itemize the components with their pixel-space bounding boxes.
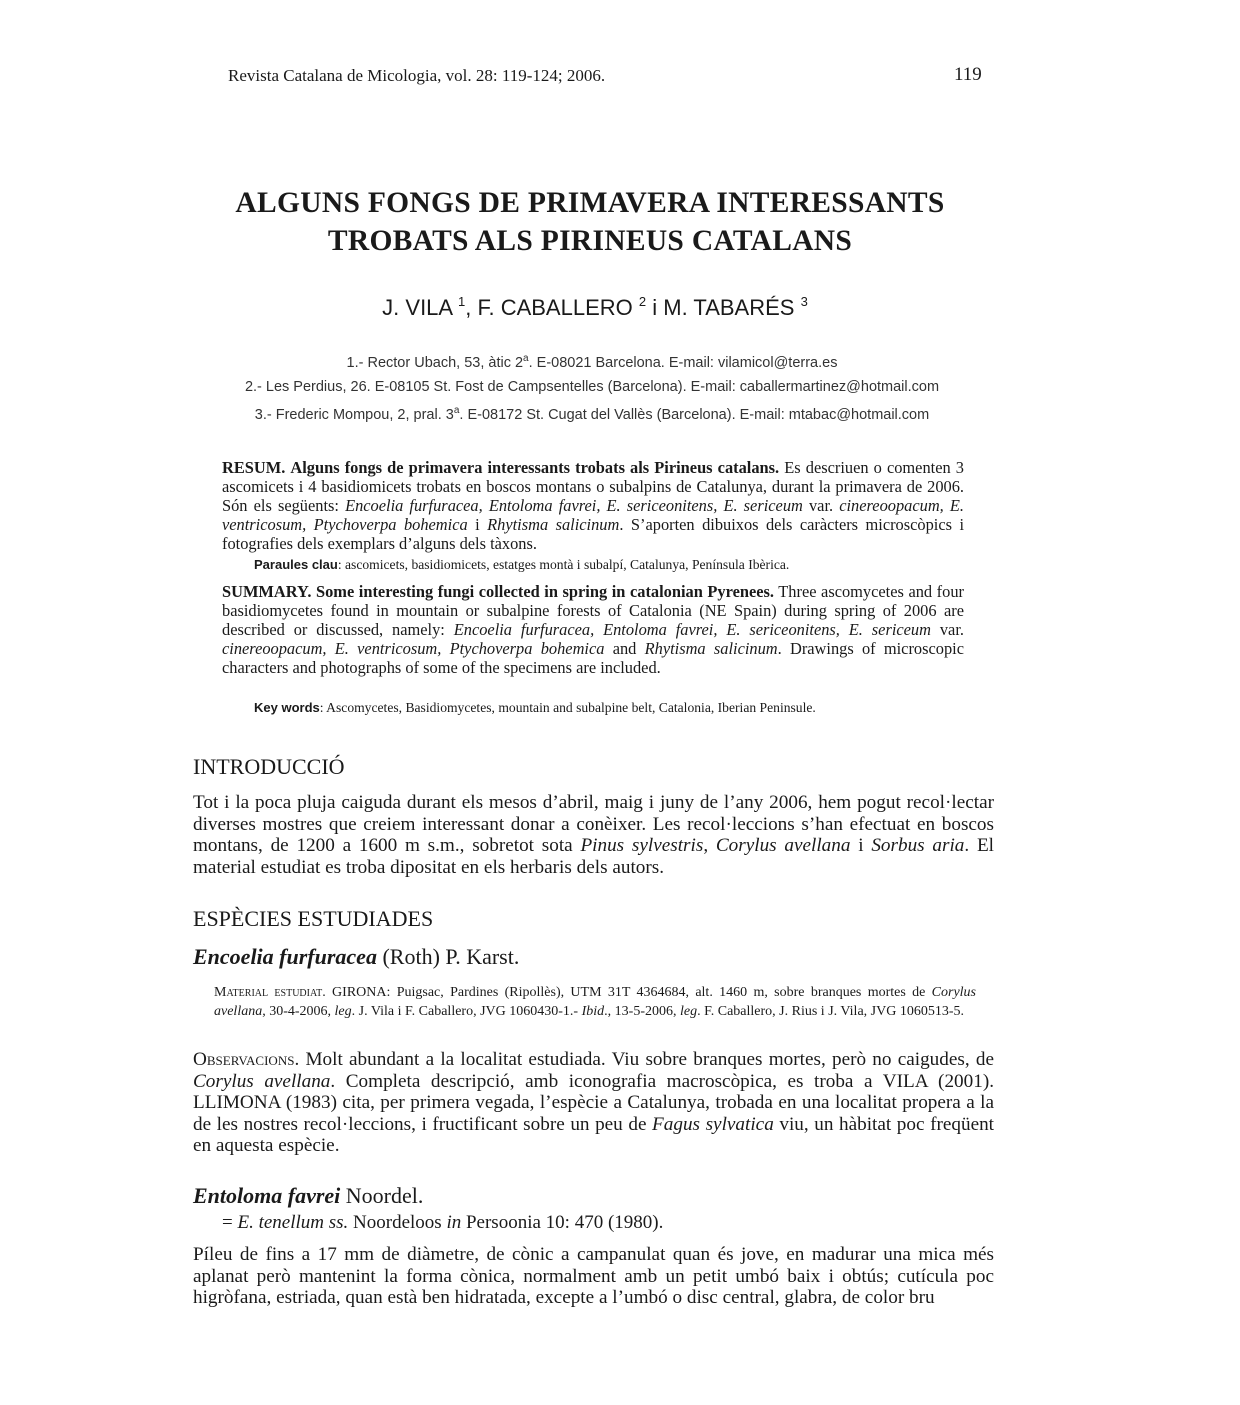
affiliation-2 [0, 379, 1184, 395]
intro-taxon: Pinus sylvestris [580, 835, 704, 856]
material-label: Material estudiat [214, 985, 323, 1000]
intro-text: i [850, 835, 872, 856]
page-number: 119 [954, 64, 982, 85]
synonym-in: in [446, 1212, 462, 1233]
summary-text: var. [930, 620, 964, 639]
affiliation-3-sup: a [453, 405, 460, 416]
affiliation-1-rest: . E-08021 Barcelona. E-mail: vilamicol@terra.es [528, 355, 838, 371]
intro-taxon: Corylus avellana [715, 835, 851, 856]
entoloma-synonym [222, 1212, 663, 1234]
heading-introduccio: INTRODUCCIÓ [193, 754, 345, 779]
entoloma-description: Píleu de fins a 17 mm de diàmetre, de cònic a campanulat quan és jove, en madurar una mica més aplanat però mantenint la forma cònica, normalment amb un petit umbó baix i obtús; cutícula poc higròfana, estriada, quan està ben hidratada, excepte a l’umbó o disc central, glabra, de color bru [193, 1244, 994, 1308]
author-caballero: , F. CABALLERO [465, 295, 633, 320]
summary-text: . Drawings of microscopic characters and photographs of some of the specimens are included. [222, 639, 964, 677]
resum-taxa: cinereoopacum, E. ventricosum, Ptychoverpa bohemica [222, 496, 964, 534]
summary-text: and [604, 639, 645, 658]
affiliation-3-text: 3.- Frederic Mompou, 2, pral. 3 [254, 407, 454, 423]
observations-text: . Molt abundant a la localitat estudiada. Viu sobre branques mortes, però no caigudes, de [294, 1049, 994, 1070]
material-text: , 30-4-2006, [262, 1004, 335, 1019]
resum-taxa: Rhytisma salicinum [487, 515, 620, 534]
material-italic: Corylus avellana [214, 985, 977, 1019]
species-encoelia-author: (Roth) P. Karst. [376, 944, 520, 969]
resum-title: Alguns fongs de primavera interessants trobats als Pirineus catalans. [290, 458, 780, 477]
author-sup-3: 3 [800, 294, 808, 309]
material-text: . GIRONA: Puigsac, Pardines (Ripollès), UTM 31T 4364684, alt. 1460 m, sobre branques mortes de [322, 985, 932, 1000]
resum-keywords-label: Paraules clau [254, 557, 338, 572]
resum-label: RESUM. [222, 458, 286, 477]
synonym-text: Persoonia 10: 470 (1980). [461, 1212, 664, 1233]
affiliation-2-text: 2.- Les Perdius, 26. E-08105 St. Fost de Campsentelles (Barcelona). E-mail: caballermartinez@hotmail.com [244, 379, 940, 395]
resum-keywords-text: : ascomicets, basidiomicets, estatges montà i subalpí, Catalunya, Península Ibèrica. [337, 557, 790, 572]
species-encoelia-name: Encoelia furfuracea [193, 944, 377, 969]
resum-text: . S’aporten dibuixos dels caràcters microscòpics i fotografies dels exemplars d’alguns dels tàxons. [222, 515, 965, 553]
summary-taxa: Rhytisma salicinum [644, 639, 778, 658]
affiliation-1-text: 1.- Rector Ubach, 53, àtic 2 [346, 355, 524, 371]
title-line-2: TROBATS ALS PIRINEUS CATALANS [327, 225, 853, 257]
resum-text: var. [802, 496, 840, 515]
author-sup-1: 1 [458, 294, 466, 309]
affiliation-3 [0, 405, 1184, 423]
material-italic: Ibid [581, 1004, 605, 1019]
authors [0, 294, 1190, 321]
intro-taxon: Sorbus aria [871, 835, 965, 856]
author-vila: J. VILA [382, 295, 452, 320]
material-text: . F. Caballero, J. Rius i J. Vila, JVG 1060513-5. [697, 1004, 964, 1019]
summary-title: Some interesting fungi collected in spring in catalonian Pyrenees. [316, 582, 774, 601]
resum-keywords [254, 555, 974, 574]
intro-paragraph [193, 792, 994, 878]
observations-text: . Completa descripció, amb iconografia macroscòpica, es troba a VILA (2001). LLIMONA (1983) cita, per primera vegada, l’espècie a Catalunya, trobada en una localitat propera a la de les nostres recol·leccions, i fructificant sobre un peu de [193, 1070, 994, 1135]
resum-text: i [467, 515, 488, 534]
synonym-text: Noordeloos [348, 1212, 447, 1233]
author-tabares: i M. TABARÉS [646, 295, 795, 320]
summary-keywords-text: : Ascomycetes, Basidiomycetes, mountain and subalpine belt, Catalonia, Iberian Peninsule. [319, 700, 816, 715]
encoelia-material [214, 983, 976, 1021]
observations-text: viu, un hàbitat poc freqüent en aquesta espècie. [193, 1113, 995, 1156]
heading-especies-estudiades: ESPÈCIES ESTUDIADES [193, 906, 434, 931]
intro-text: . El material estudiat es troba dipositat en els herbaris dels autors. [193, 835, 994, 878]
running-head: Revista Catalana de Micologia, vol. 28: 119-124; 2006. [228, 66, 606, 85]
summary-taxa: Encoelia furfuracea, Entoloma favrei, E. sericeonitens, E. sericeum [453, 620, 931, 639]
resum-text: Es descriuen o comenten 3 ascomicets i 4 basidiomicets trobats en boscos montans o subalpins de Catalunya, durant la primavera de 2006. Són els següents: [222, 458, 964, 515]
resum-paragraph [222, 458, 964, 553]
article-title [0, 184, 1180, 260]
material-text: ., 13-5-2006, [604, 1004, 680, 1019]
intro-text: , [703, 835, 716, 856]
affiliation-1-sup: a [523, 353, 529, 364]
material-text: . J. Vila i F. Caballero, JVG 1060430-1.- [351, 1004, 582, 1019]
species-entoloma-author: Noordel. [340, 1183, 424, 1208]
title-line-1: ALGUNS FONGS DE PRIMAVERA INTERESSANTS [235, 187, 945, 219]
summary-text: Three ascomycetes and four basidiomycetes found in mountain or subalpine forests of Catalonia (NE Spain) during spring of 2006 are described or discussed, namely: [222, 582, 964, 639]
summary-taxa: cinereoopacum, E. ventricosum, Ptychoverpa bohemica [222, 639, 605, 658]
material-italic: leg [334, 1004, 352, 1019]
species-encoelia-heading [193, 944, 519, 970]
intro-text: Tot i la poca pluja caiguda durant els mesos d’abril, maig i juny de l’any 2006, hem pogut recol·lectar diverses mostres que creiem interessant donar a conèixer. Les recol·leccions s’han efectuat en boscos montans, de 1200 a 1600 m s.m., sobretot sota [193, 792, 994, 856]
material-italic: leg [679, 1004, 698, 1019]
observations-taxon: Fagus sylvatica [652, 1113, 774, 1135]
species-entoloma-heading [193, 1183, 423, 1209]
summary-keywords [254, 698, 974, 717]
summary-label: SUMMARY. [222, 582, 312, 601]
observations-label: Observacions [193, 1049, 295, 1070]
affiliation-3-rest: . E-08172 St. Cugat del Vallès (Barcelona). E-mail: mtabac@hotmail.com [459, 407, 930, 423]
observations-taxon: Corylus avellana [193, 1070, 331, 1092]
author-sup-2: 2 [638, 294, 647, 309]
encoelia-observations [193, 1049, 994, 1157]
synonym-taxon: E. tenellum ss. [237, 1212, 349, 1233]
species-entoloma-name: Entoloma favrei [193, 1183, 341, 1208]
resum-taxa: Encoelia furfuracea, Entoloma favrei, E. sericeonitens, E. sericeum [345, 496, 803, 515]
synonym-text: = [222, 1212, 238, 1233]
summary-keywords-label: Key words [254, 700, 320, 715]
affiliation-1 [0, 353, 1184, 371]
summary-paragraph [222, 582, 964, 677]
